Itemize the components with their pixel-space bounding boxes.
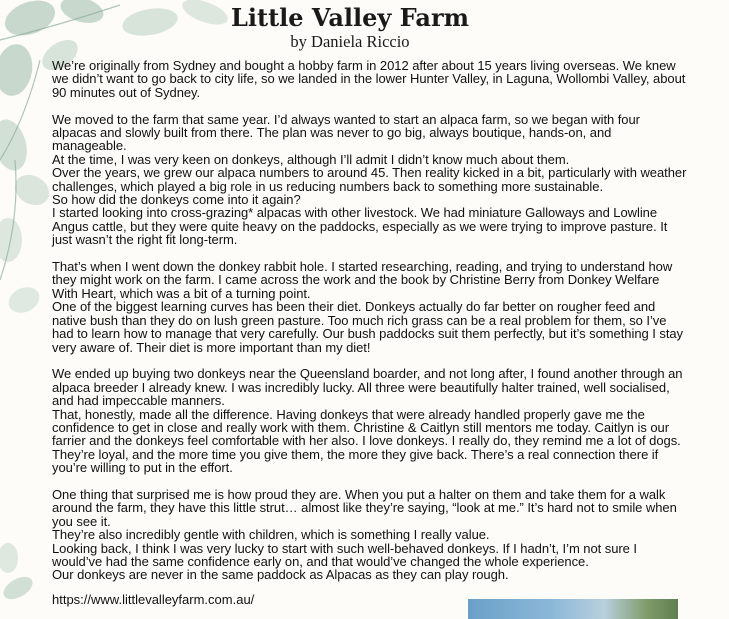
paragraph: That, honestly, made all the difference. Having donkeys that were already handled properly gave me the confidence to get in close and really work with them. Christine & Caitlyn still mentors me today. Caitlyn is our farrier and the donkeys feel comfortable with her also. I love donkeys. I really do, they remind me a lot of dogs. They’re loyal, and the more time you give them, the more they give back. There’s a real connection there if you’re willing to put in the effort. — [52, 406, 681, 476]
paragraph: We’re originally from Sydney and bought a hobby farm in 2012 after about 15 years living overseas. We knew we didn’t want to go back to city life, so we landed in the lower Hunter Valley, in Laguna, Wollombi Valley, about 90 minutes out of Sydney. — [52, 58, 686, 100]
paragraph-spacer — [52, 247, 687, 260]
paragraph-spacer — [52, 99, 687, 112]
paragraph: One thing that surprised me is how proud they are. When you put a halter on them and take them for a walk around the farm, they have this little strut… almost like they’re saying, “look at me.” It’s hard not to smile when you see it. — [52, 486, 677, 529]
farm-photo — [468, 599, 678, 619]
paragraph-spacer — [52, 475, 687, 488]
paragraph: They’re also incredibly gentle with children, which is something I really value. — [52, 527, 490, 543]
paragraph: I started looking into cross-grazing* alpacas with other livestock. We had miniature Galloways and Lowline Angus cattle, but they were quite heavy on the paddocks, especially as we were trying to improve pasture. It just wasn’t the right fit long-term. — [52, 205, 668, 248]
paragraph: So how did the donkeys come into it again? — [52, 192, 301, 208]
paragraph: That’s when I went down the donkey rabbit hole. I started researching, reading, and trying to understand how they might work on the farm. I came across the work and the book by Christine Berry from Donkey Welfare With Heart, which was a bit of a turning point. — [52, 259, 673, 301]
article-title: Little Valley Farm — [231, 3, 469, 32]
paragraph: Looking back, I think I was very lucky to start with such well-behaved donkeys. If I hadn’t, I’m not sure I would’ve had the same confidence early on, and that would’ve changed the whole experience. — [52, 540, 637, 569]
paragraph: We ended up buying two donkeys near the Queensland boarder, and not long after, I found another through an alpaca breeder I already knew. I was incredibly lucky. All three were beautifully halter trained, well socialised, and had impeccable manners. — [52, 366, 683, 409]
website-link[interactable]: https://www.littlevalleyfarm.com.au/ — [52, 592, 255, 607]
paragraph: One of the biggest learning curves has been their diet. Donkeys actually do far better on rougher feed and native bush than they do on lush green pasture. Too much rich grass can be a real problem for them, so I’ve had to learn how to manage that very carefully. Our bush paddocks suit them perfectly, but it’s something I stay very aware of. Their diet is more important than my diet! — [52, 299, 684, 355]
author-byline: by Daniela Riccio — [290, 32, 410, 51]
paragraph: Over the years, we grew our alpaca numbers to around 45. Then reality kicked in a bit, particularly with weather challenges, which played a big role in us reducing numbers back to something more sustainable. — [52, 165, 687, 194]
paragraph: Our donkeys are never in the same paddock as Alpacas as they can play rough. — [52, 567, 509, 583]
article-header — [0, 4, 700, 52]
paragraph: At the time, I was very keen on donkeys, although I’ll admit I didn’t know much about them. — [52, 151, 570, 167]
article-body — [52, 59, 687, 582]
paragraph: We moved to the farm that same year. I’d always wanted to start an alpaca farm, so we began with four alpacas and slowly built from there. The plan was never to go big, always boutique, hands-on, and manageable. — [52, 111, 640, 154]
paragraph-spacer — [52, 354, 687, 367]
